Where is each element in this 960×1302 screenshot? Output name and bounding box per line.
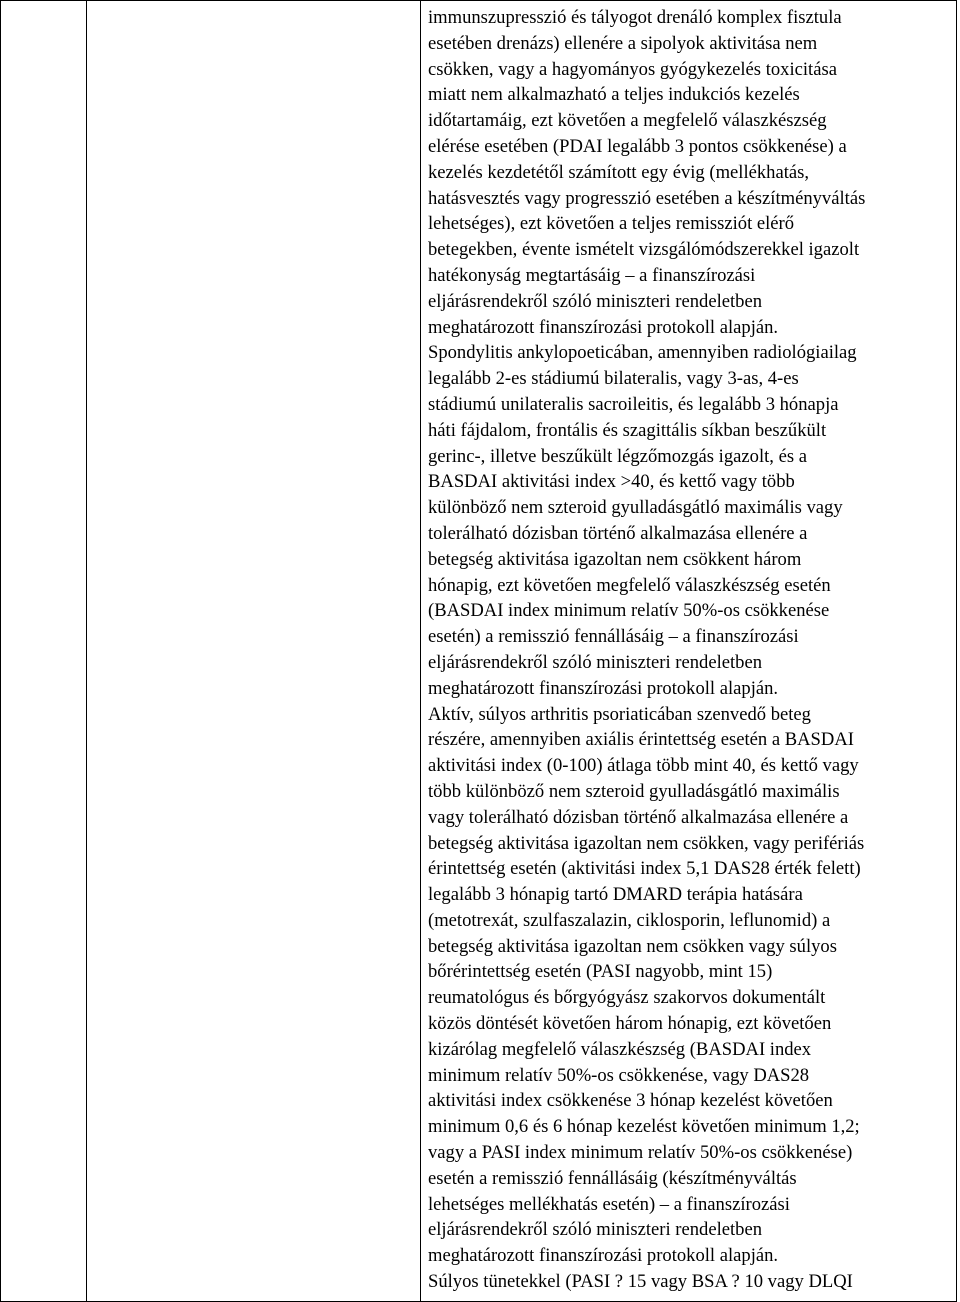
text-line: több különböző nem szteroid gyulladásgátló maximális [428,780,840,802]
text-line: esetén a remisszió fennállásáig (készítményváltás [428,1167,797,1189]
text-line: meghatározott finanszírozási protokoll alapján. [428,316,779,338]
text-line: betegség aktivitása igazoltan nem csökken, vagy perifériás [428,832,865,854]
text-line: Spondylitis ankylopoeticában, amennyiben radiológiailag [428,342,857,364]
text-line: meghatározott finanszírozási protokoll alapján. [428,677,779,699]
text-line: (BASDAI index minimum relatív 50%-os csökkenése [428,600,830,622]
text-line: háti fájdalom, frontális és szagittális síkban beszűkült [428,419,827,441]
text-line: különböző nem szteroid gyulladásgátló maximális vagy [428,497,843,519]
table-row [1,1,957,1302]
text-line: betegség aktivitása igazoltan nem csökkent három [428,548,802,570]
text-line: elérése esetében (PDAI legalább 3 pontos csökkenése) a [428,135,847,157]
text-line: közös döntését követően három hónapig, ezt követően [428,1013,832,1035]
text-line: részére, amennyiben axiális érintettség esetén a BASDAI [428,729,854,751]
text-line: időtartamáig, ezt követően a megfelelő válaszkészség [428,110,827,132]
empty-cell-left [1,1,87,1302]
text-line: eljárásrendekről szóló miniszteri rendeletben [428,1219,763,1241]
text-line: kizárólag megfelelő válaszkészség (BASDAI index [428,1038,812,1060]
text-line: csökken, vagy a hagyományos gyógykezelés toxicitása [428,58,837,80]
text-line: minimum relatív 50%-os csökkenése, vagy DAS28 [428,1064,810,1086]
text-line: meghatározott finanszírozási protokoll alapján. [428,1245,779,1267]
text-line: kezelés kezdetétől számított egy évig (mellékhatás, [428,161,810,183]
text-line: (metotrexát, szulfaszalazin, ciklosporin, leflunomid) a [428,909,831,931]
text-line: BASDAI aktivitási index >40, és kettő vagy több [428,471,795,493]
text-line: vagy a PASI index minimum relatív 50%-os csökkenése) [428,1142,853,1164]
text-line: vagy tolerálható dózisban történő alkalmazása ellenére a [428,806,849,828]
text-line: esetén) a remisszió fennállásáig – a finanszírozási [428,626,799,648]
text-line: legalább 3 hónapig tartó DMARD terápia hatására [428,884,803,906]
empty-cell-middle [87,1,421,1302]
text-line: betegség aktivitása igazoltan nem csökken vagy súlyos [428,935,837,957]
text-line: minimum 0,6 és 6 hónap kezelést követően minimum 1,2; [428,1116,860,1138]
text-line: stádiumú unilateralis sacroileitis, és legalább 3 hónapja [428,393,839,415]
text-line: lehetséges mellékhatás esetén) – a finanszírozási [428,1193,790,1215]
text-line: eljárásrendekről szóló miniszteri rendeletben [428,651,763,673]
text-line: esetében drenázs) ellenére a sipolyok aktivitása nem [428,32,818,54]
text-cell [421,1,957,1302]
text-line: hatásvesztés vagy progresszió esetében a készítményváltás [428,187,866,209]
text-line: tolerálható dózisban történő alkalmazása ellenére a [428,522,808,544]
text-line: hónapig, ezt követően megfelelő válaszkészség esetén [428,574,831,596]
cell-paragraph [421,1,956,1295]
text-line: hatékonyság megtartásáig – a finanszírozási [428,264,756,286]
text-line: bőrérintettség esetén (PASI nagyobb, mint 15) [428,961,773,983]
text-line: legalább 2-es stádiumú bilateralis, vagy 3-as, 4-es [428,368,799,390]
text-line: immunszupresszió és tályogot drenáló komplex fisztula [428,7,842,28]
text-line: aktivitási index (0-100) átlaga több mint 40, és kettő vagy [428,755,859,777]
text-line: Aktív, súlyos arthritis psoriaticában szenvedő beteg [428,703,811,725]
text-line: lehetséges), ezt követően a teljes remissziót elérő [428,213,795,235]
text-line: miatt nem alkalmazható a teljes indukciós kezelés [428,84,800,106]
text-line: Súlyos tünetekkel (PASI ? 15 vagy BSA ? 10 vagy DLQI [428,1271,853,1293]
text-line: betegekben, évente ismételt vizsgálómódszerekkel igazolt [428,239,860,261]
text-line: gerinc-, illetve beszűkült légzőmozgás igazolt, és a [428,445,807,467]
text-line: reumatológus és bőrgyógyász szakorvos dokumentált [428,987,826,1009]
text-line: érintettség esetén (aktivitási index 5,1 DAS28 érték felett) [428,858,861,880]
text-line: eljárásrendekről szóló miniszteri rendeletben [428,290,763,312]
text-line: aktivitási index csökkenése 3 hónap kezelést követően [428,1090,833,1112]
